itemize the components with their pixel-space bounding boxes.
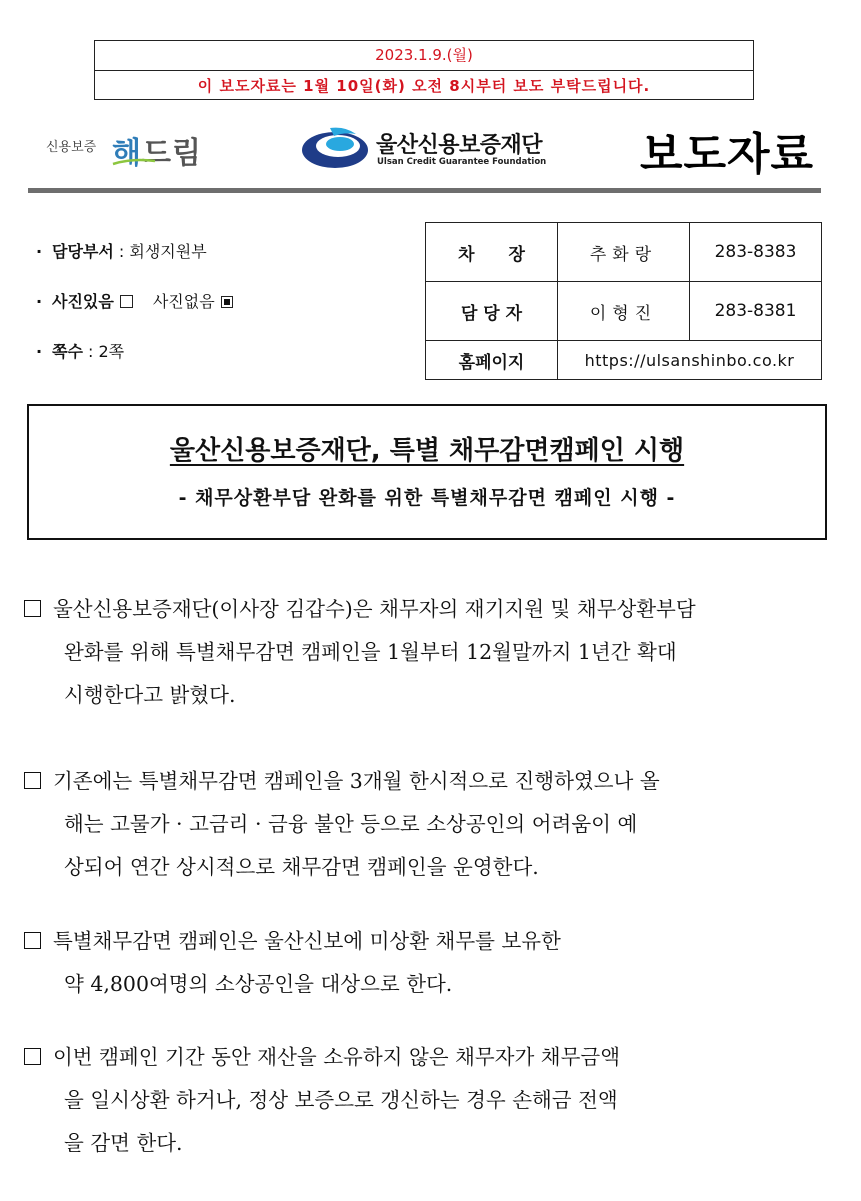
bullet-dot: · [36, 292, 43, 311]
dept-label: 담당부서 [52, 242, 114, 261]
meta-list [36, 236, 233, 386]
logo-left-accent: 해 [112, 136, 142, 171]
contact-role: 차 장 [426, 223, 558, 282]
paragraph-line [24, 920, 826, 963]
photo-no-checkbox-checked [221, 296, 233, 308]
line-text: 특별채무감면 캠페인은 울산신보에 미상환 채무를 보유한 [53, 929, 561, 953]
foundation-emblem-icon [300, 124, 370, 172]
logo-left-rest: 드림 [141, 136, 202, 171]
line-text: 울산신용보증재단(이사장 김갑수)은 채무자의 재기지원 및 채무상환부담 [53, 597, 696, 621]
release-date: 2023.1.9.(월) [95, 41, 753, 71]
contact-phone: 283-8381 [690, 282, 822, 341]
contact-name: 이형진 [558, 282, 690, 341]
headline-box [27, 404, 827, 540]
paragraph-line: 을 감면 한다. [64, 1131, 183, 1155]
paragraph-line: 시행한다고 밝혔다. [64, 683, 236, 707]
meta-photo [36, 286, 233, 336]
paragraph-1 [24, 588, 826, 717]
headline: 울산신용보증재단, 특별 채무감면캠페인 시행 [169, 436, 685, 466]
paragraph-line: 을 일시상환 하거나, 정상 보증으로 갱신하는 경우 손해금 전액 [64, 1088, 618, 1112]
paragraph-line: 약 4,800여명의 소상공인을 대상으로 한다. [64, 972, 453, 996]
embargo-notice [94, 40, 754, 100]
contact-row [426, 282, 822, 341]
paragraph-line: 상되어 연간 상시적으로 채무감면 캠페인을 운영한다. [64, 855, 539, 879]
line-text: 이번 캠페인 기간 동안 재산을 소유하지 않은 채무자가 채무금액 [53, 1045, 621, 1069]
paragraph-3 [24, 920, 826, 1006]
pages-value: : 2쪽 [88, 342, 125, 361]
logo-center-name: 울산신용보증재단 [376, 133, 543, 158]
bullet-dot: · [36, 242, 43, 261]
photo-yes-label: 사진있음 [52, 292, 114, 311]
photo-yes-checkbox [120, 295, 133, 308]
ulsan-credit-logo [300, 124, 560, 172]
contact-role: 담 당 자 [426, 282, 558, 341]
logo-left-small-text: 신용보증 [46, 140, 97, 155]
paragraph-line [24, 588, 826, 631]
homepage-link[interactable]: https://ulsanshinbo.co.kr [558, 341, 822, 380]
square-bullet-icon [24, 932, 41, 949]
square-bullet-icon [24, 772, 41, 789]
photo-no-label: 사진없음 [152, 292, 215, 311]
header-divider [28, 188, 821, 193]
embargo-text: 이 보도자료는 1월 10일(화) 오전 8시부터 보도 부탁드립니다. [197, 77, 651, 95]
square-bullet-icon [24, 1048, 41, 1065]
logo-center-eng: Ulsan Credit Guarantee Foundation [377, 157, 547, 167]
paragraph-line [24, 760, 826, 803]
square-bullet-icon [24, 600, 41, 617]
contact-table [425, 222, 822, 380]
paragraph-line: 해는 고물가 · 고금리 · 금융 불안 등으로 소상공인의 어려움이 예 [64, 812, 638, 836]
paragraph-4 [24, 1036, 826, 1165]
contact-phone: 283-8383 [690, 223, 822, 282]
homepage-label: 홈페이지 [426, 341, 558, 380]
dept-value: : 회생지원부 [118, 242, 207, 261]
paragraph-line: 완화를 위해 특별채무감면 캠페인을 1월부터 12월말까지 1년간 확대 [64, 640, 677, 664]
bullet-dot: · [36, 342, 43, 361]
haedream-logo [46, 128, 206, 171]
homepage-row [426, 341, 822, 380]
line-text: 기존에는 특별채무감면 캠페인을 3개월 한시적으로 진행하였으나 올 [53, 769, 660, 793]
pages-label: 쪽수 [52, 342, 83, 361]
subheadline: - 채무상환부담 완화를 위한 특별채무감면 캠페인 시행 - [178, 487, 676, 509]
meta-pages [36, 336, 233, 386]
doc-type-title: 보도자료 [640, 129, 815, 180]
paragraph-line [24, 1036, 826, 1079]
meta-dept [36, 236, 233, 286]
contact-name: 추화랑 [558, 223, 690, 282]
swoosh-icon [112, 158, 156, 166]
contact-row [426, 223, 822, 282]
paragraph-2 [24, 760, 826, 889]
